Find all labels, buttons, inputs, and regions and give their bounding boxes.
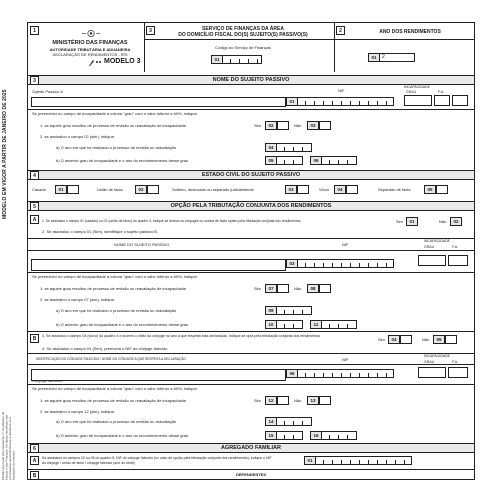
incapacity-label: INCAPACIDADE — [404, 85, 430, 89]
q3-fill-note: Se preencheu no campo de incapacidade a coluna "grau" com o valor inferior a 60%, indique: — [32, 111, 198, 116]
section-6-header — [28, 443, 474, 453]
q6-a-letter: A — [30, 456, 39, 465]
q5-d-question-2: 2. se assinalou o campo 12 (sim), indique: — [40, 409, 115, 414]
q5-qb-year-input[interactable] — [321, 320, 357, 329]
section-6-number: 6 — [30, 444, 39, 453]
civil-viuvo-label: Viúvo — [319, 187, 329, 192]
q5-b-letter: B — [30, 334, 39, 343]
deceased-name-input[interactable] — [31, 369, 286, 381]
q5-b3-sim-label: Sim — [378, 337, 385, 342]
q6-a-nif-input[interactable] — [315, 456, 412, 465]
q5-fill-note-2: Se preencheu no campo de incapacidade a coluna "grau" com o valor inferior a 60%, indique: — [32, 386, 198, 391]
q3-nao-label: Não — [294, 123, 302, 128]
q5-d-question-b: b) O anterior grau de incapacidade e o ano do reconhecimento desse grau — [56, 433, 189, 438]
civil-casado-checkbox[interactable] — [67, 185, 79, 194]
model-title: MODELO 3 — [104, 58, 141, 65]
section-5-header — [28, 201, 474, 211]
box-number-2: 2 — [336, 26, 345, 35]
subject-b-name-input[interactable] — [31, 259, 286, 271]
q3-sim-code: 02 — [265, 121, 277, 130]
q5-db-grau-input[interactable] — [276, 431, 303, 440]
deceased-fa-label: F.A. — [452, 360, 459, 364]
q5-db-code-1: 15 — [265, 431, 277, 440]
civil-separado-label: Separado de facto — [378, 187, 411, 192]
q6-b-letter: B — [30, 471, 39, 480]
q5-b3-nao-label: Não — [422, 337, 430, 342]
q3-question-b: b) O anterior grau de incapacidade e o ano do reconhecimento desse grau — [56, 158, 189, 163]
deceased-incapacity-label: INCAPACIDADE — [424, 354, 450, 358]
q5-qb-grau-input[interactable] — [276, 320, 303, 329]
subject-b-fa-input[interactable] — [448, 255, 468, 266]
q3-qb-year-input[interactable] — [321, 156, 357, 165]
q5-b3-nao-code: 05 — [433, 335, 445, 344]
section-4-header — [28, 170, 474, 180]
q5-fa-label: F.A. — [452, 245, 459, 249]
q5-question-1: 1. se aquele grau resultou de processo de revisão ou reavaliação de incapacidade — [40, 286, 187, 291]
q5-nao-code: 08 — [307, 284, 319, 293]
q5-grau-label: GRAU — [424, 245, 435, 249]
year-input[interactable]: 2 — [379, 53, 415, 62]
q3-sim-checkbox[interactable] — [277, 121, 289, 130]
year-code-label: 01 — [368, 53, 380, 62]
civil-uniao-code: 02 — [135, 185, 147, 194]
q3-qa-input[interactable] — [276, 143, 312, 152]
q5-d-nao-label: Não — [294, 398, 302, 403]
q5-b3-nao-checkbox[interactable] — [445, 335, 457, 344]
civil-separado-checkbox[interactable] — [436, 185, 448, 194]
service-title-1: SERVIÇO DE FINANÇAS DA ÁREA — [202, 26, 284, 32]
q5-a1-nao-label: Não — [439, 219, 447, 224]
subject-a-label: Sujeito Passivo A — [32, 89, 63, 94]
subject-a-grau-input[interactable] — [404, 95, 432, 106]
section-5-title: OPÇÃO PELA TRIBUTAÇÃO CONJUNTA DOS RENDIMENTOS — [170, 203, 332, 209]
q5-nao-checkbox[interactable] — [319, 284, 331, 293]
q5-question-a: a) O ano em que foi realizado o processo de revisão ou reavaliação — [56, 308, 177, 313]
q5-question-2: 2. se assinalou o campo 07 (sim), indique: — [40, 297, 115, 302]
civil-uniao-checkbox[interactable] — [147, 185, 159, 194]
subject-b-nif-input[interactable] — [297, 259, 394, 268]
section-3-title: NOME DO SUJEITO PASSIVO — [212, 77, 290, 83]
civil-viuvo-checkbox[interactable] — [346, 185, 358, 194]
q5-d-sim-label: Sim — [254, 398, 261, 403]
service-code-input[interactable] — [222, 55, 262, 64]
q5-a-letter: A — [30, 215, 39, 224]
q3-nao-checkbox[interactable] — [319, 121, 331, 130]
subject-a-fa-input[interactable] — [434, 95, 450, 106]
q6-a-code: 01 — [304, 456, 316, 465]
civil-solteiro-label: Solteiro, divorciado ou separado judicialmente — [172, 187, 254, 192]
q3-qb-code-1: 05 — [265, 156, 277, 165]
q3-nao-code: 03 — [307, 121, 319, 130]
deceased-label: IDENTIFICAÇÃO DO CÔNJUGE FALECIDO / NOME DO CÔNJUGE A QUE RESPEITA A DECLARAÇÃO — [36, 357, 186, 361]
legal-note: Modelo aprovado pelo Despacho n.º do Ministro de Estado e das Finanças. Os dados recolhidos são processados automaticamente e destinam-se à liquidação do imposto — [1, 411, 16, 480]
q3-question-a: a) O ano em que foi realizado o processo de revisão ou reavaliação — [56, 145, 177, 150]
q5-a1-nao-code: 02 — [450, 217, 462, 226]
deceased-nif-input[interactable] — [297, 369, 394, 378]
deceased-nif-code: 06 — [286, 369, 298, 378]
civil-uniao-label: União de facto — [97, 187, 123, 192]
q5-a1-sim-code: 01 — [406, 217, 418, 226]
side-margin — [1, 4, 16, 480]
q5-b4-text: 4. Se assinalou o campo 04 (Sim), preencha o NIF do cônjuge falecido — [42, 346, 168, 351]
q5-d-sim-checkbox[interactable] — [277, 396, 289, 405]
q5-sim-checkbox[interactable] — [277, 284, 289, 293]
q5-d-question-a: a) O ano em que foi realizado o processo de revisão ou reavaliação — [56, 419, 177, 424]
deceased-nif-label: NIF — [342, 357, 349, 362]
deceased-grau-label: GRAU — [424, 360, 435, 364]
q5-qb-code-1: 10 — [265, 320, 277, 329]
nif-label: NIF — [338, 88, 345, 93]
q6-a-text-2: do cônjuge / unido de facto / cônjuge falecido (ano do óbito) — [42, 461, 135, 465]
q5-qa-code: 09 — [265, 306, 277, 315]
q5-sim-code: 07 — [265, 284, 277, 293]
q3-qb-grau-input[interactable] — [276, 156, 303, 165]
q5-incapacity-label: INCAPACIDADE — [424, 239, 450, 243]
section-3-number: 3 — [30, 76, 39, 85]
q5-da-input[interactable] — [276, 417, 312, 426]
q3-qb-code-2: 06 — [310, 156, 322, 165]
subject-b-nif-code: 03 — [286, 259, 298, 268]
q5-db-year-input[interactable] — [321, 431, 357, 440]
q5-a2-text: 2. Se assinalou o campo 01 (Sim), identifique o sujeito passivo B. — [42, 229, 159, 234]
form-validity-label: MODELO EM VIGOR A PARTIR DE JANEIRO DE 2025 — [2, 89, 8, 219]
pen-logo-icon — [88, 59, 102, 67]
service-code-label: Código do Serviço de Finanças — [215, 45, 271, 50]
declaration-name: DECLARAÇÃO DE RENDIMENTOS - IRS — [52, 52, 128, 57]
civil-solteiro-checkbox[interactable] — [297, 185, 309, 194]
deceased-grau-input[interactable] — [418, 367, 446, 378]
irs-form — [27, 22, 475, 480]
subject-a-nif-code: 01 — [286, 97, 298, 106]
section-6-title: AGREGADO FAMILIAR — [221, 445, 281, 451]
q3-qa-code: 04 — [265, 143, 277, 152]
grau-label: GRAU — [406, 90, 417, 94]
fa-label: F.A. — [438, 90, 445, 94]
q6-a-text-1: Se assinalou os campos 02 ou 05 do quadro 5, NIF do cônjuge falecido (no caso de opção pela tributação conjunta dos rendimentos), indique o NIF — [42, 456, 272, 460]
q5-b3-sim-code: 04 — [388, 335, 400, 344]
civil-casado-code: 01 — [55, 185, 67, 194]
box-number-1: 1 — [30, 26, 39, 35]
section-4-number: 4 — [30, 171, 39, 180]
subject-a-extra-input[interactable] — [452, 95, 468, 106]
subject-b-grau-input[interactable] — [418, 255, 446, 266]
q5-fill-note: Se preencheu no campo de incapacidade a coluna "grau" com o valor inferior a 60%, indique: — [32, 274, 198, 279]
dependents-title: DEPENDENTES — [235, 472, 266, 477]
q5-db-code-2: 16 — [310, 431, 322, 440]
service-title-2: DO DOMICÍLIO FISCAL DO(S) SUJEITO(S) PASSIVO(S) — [178, 32, 308, 38]
q5-d-nao-checkbox[interactable] — [319, 396, 331, 405]
q3-sim-label: Sim — [254, 123, 261, 128]
section-3-header — [28, 75, 474, 85]
box-number-3: 3 — [146, 26, 155, 35]
ministry-name: MINISTÉRIO DAS FINANÇAS — [52, 40, 128, 46]
q5-nao-label: Não — [294, 286, 302, 291]
q5-d-question-1: 1. se aquele grau resultou de processo de revisão ou reavaliação de incapacidade — [40, 398, 187, 403]
q5-d-sim-code: 12 — [265, 396, 277, 405]
deceased-fa-input[interactable] — [448, 367, 468, 378]
q5-b3-sim-checkbox[interactable] — [400, 335, 412, 344]
section-5-number: 5 — [30, 202, 39, 211]
civil-separado-code: 05 — [424, 185, 436, 194]
subject-a-name-input[interactable] — [31, 97, 286, 107]
civil-solteiro-code: 03 — [285, 185, 297, 194]
q5-a1-text: 1. Se assinalou o campo 01 (casado) ou 02 (união de facto) do quadro 4, indique se ambos os cônjuges ou unidos de facto optam pela tributação conjunta dos rendimentos — [42, 219, 301, 223]
q5-sim-label: Sim — [254, 286, 261, 291]
q5-d-nao-code: 13 — [307, 396, 319, 405]
q5-nif-label: NIF — [342, 242, 349, 247]
subject-a-nif-input[interactable] — [297, 97, 394, 106]
service-code-label-box: 01 — [211, 55, 223, 64]
q3-question-1: 1. se aquele grau resultou de processo de revisão ou reavaliação de incapacidade — [40, 123, 187, 128]
authority-name: AUTORIDADE TRIBUTÁRIA E ADUANEIRA — [49, 47, 131, 52]
civil-viuvo-code: 04 — [334, 185, 346, 194]
q5-question-b: b) O anterior grau de incapacidade e o ano do reconhecimento desse grau — [56, 322, 189, 327]
section-4-title: ESTADO CIVIL DO SUJEITO PASSIVO — [201, 172, 301, 178]
q5-name-label: NOME DO SUJEITO PASSIVO — [114, 242, 170, 247]
year-title: ANO DOS RENDIMENTOS — [379, 29, 441, 35]
republic-emblem-icon — [80, 29, 102, 38]
q5-qa-input[interactable] — [276, 306, 312, 315]
q5-qb-code-2: 11 — [310, 320, 322, 329]
q5-b3-text: 3. Se assinalou o campo 04 (viúvo) do quadro 4 e ocorreu o óbito do cônjuge no ano a que respeita esta declaração, indique se opta pela tributação conjunta dos rendimentos — [42, 334, 321, 338]
q5-da-code: 14 — [265, 417, 277, 426]
q3-question-2: 2. se assinalou o campo 02 (sim), indique: — [40, 134, 115, 139]
civil-casado-label: Casado — [32, 187, 46, 192]
q5-a1-sim-label: Sim — [396, 219, 403, 224]
